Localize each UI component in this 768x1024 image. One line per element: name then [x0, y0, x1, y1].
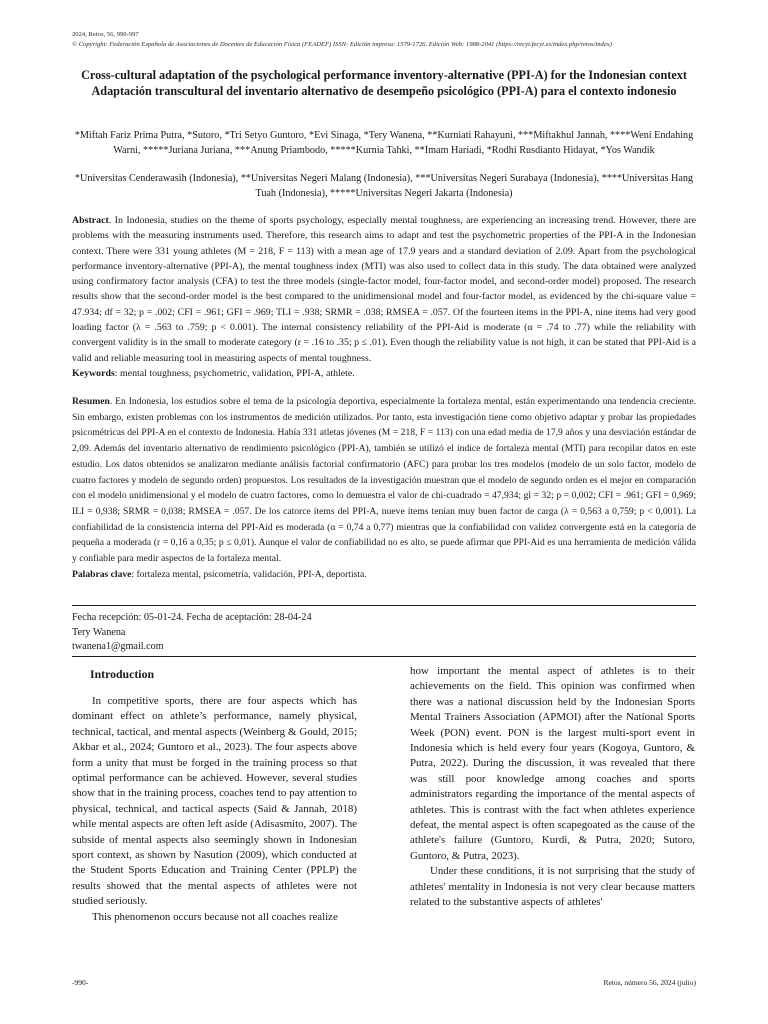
abstract-text: . In Indonesia, studies on the theme of sports psychology, especially mental toughness, are experiencing an increasing trend. However, there are problems with the measuring instruments used. Therefore, this research aims to adapt and test the psychometric properties of the PPI-A in the Indonesian context. There were 331 young athletes (M = 218, F = 113) with a mean age of 17.9 years and a standard deviation of 2.09. Apart from the psychological performance inventory-alternative (PPI-A), the mental toughness index (MTI) was also used to collect data in this study. The data obtained were analyzed using confirmatory factor analysis (CFA) to test the three models (single-factor model, four-factor model, and second-order model) proposed. The research results show that the second-order model is the best compared to the unidimensional model and four-factor model, as evidenced by the chi-square value = 47.934; df = 32; p = .002; CFI = .961; GFI = .969; TLI = .938; SRMR = .038; RMSEA = .057. Of the fourteen items in the PPI-A, nine items had very good loading factor (λ = .563 to .759; p < 0.001). The internal consistency reliability of the PPI-Aid is moderate (α = .74 to .77) while the reliability with convergent validity is in the small to moderate category (r = .16 to .35; p ≤ .01). Even though the reliability value is not high, it can be stated that PPI-Aid is a valid and reliable measuring tool in measuring aspects of mental toughness. [72, 215, 696, 364]
received-accepted-dates: Fecha recepción: 05-01-24. Fecha de aceptación: 28-04-24 [72, 612, 312, 623]
divider-bottom [72, 656, 696, 657]
resumen-label: Resumen [72, 396, 110, 407]
page-number: -990- [72, 978, 89, 987]
abstract-label: Abstract [72, 215, 109, 226]
copyright-line: © Copyright: Federación Española de Asociaciones de Docentes de Educación Física (FEADEF) ISSN: Edición impresa: 1579-1726. Edición Web: 1988-2041 (https://recyt.fecyt.es/index.php/retos/index) [72, 41, 612, 48]
article-titles [72, 68, 696, 99]
keywords-english [72, 366, 696, 381]
body-column-right [410, 664, 695, 911]
paragraph: This phenomenon occurs because not all coaches realize [92, 910, 338, 923]
author-list: *Miftah Fariz Prima Putra, *Sutoro, *Tri Setyo Guntoro, *Evi Sinaga, *Tery Wanena, **Kurniati Rahayuni, ***Miftakhul Jannah, ****Weni Endahing Warni, *****Juriana Juriana, ***Anung Priambodo, *****Kurnia Tahki, **Imam Hariadi, *Rodhi Rusdianto Hidayat, *Yos Wandik [74, 130, 694, 157]
keywords-text: : mental toughness, psychometric, validation, PPI-A, athlete. [114, 367, 355, 379]
section-heading-introduction: Introduction [90, 667, 155, 681]
paragraph: In competitive sports, there are four aspects which has dominant effect on athlete’s performance, namely physical, technical, tactical, and mental aspects (Weinberg & Gould, 2015; Akbar et al., 2024; Guntoro et al., 2023). The four aspects above form a unity that must be forged in the training process so that optimal performance can be achieved. However, several studies show that in the training process, coaches tend to pay attention to physical, technical, and tactical aspects (Said & Jannah, 2018) while mental aspects are often left aside (Adisasmito, 2007). The subside of mental aspects also seemingly shown in Indonesian sport context, as shown by Nasution (2009), which conducted at the Student Sports Education and Training Center (PPLP) the results showed that the mental aspects of athletes were not studied seriously. [72, 695, 357, 908]
keywords-label: Keywords [72, 367, 115, 379]
paragraph: Under these conditions, it is not surprising that the study of athletes' mentality in Indonesia is not very clear because matters related to the substantive aspects of athletes' [410, 865, 695, 909]
body-column-left [72, 664, 357, 925]
affiliations: *Universitas Cenderawasih (Indonesia), **Universitas Negeri Malang (Indonesia), ***Universitas Negeri Surabaya (Indonesia), ****Universitas Hang Tuah (Indonesia), *****Universitas Negeri Jakarta (Indonesia) [74, 173, 694, 199]
issue-line: 2024, Retos, 56, 990-997 [72, 31, 139, 38]
abstract-english [72, 213, 696, 381]
paragraph: how important the mental aspect of athletes is to their achievements on the field. This opinion was confirmed when there was a national discussion held by the Indonesian Sports Mental Trainers Association (APMOI) after the National Sports Week (PON) event. PON is the largest multi-sport event in Indonesia which is held every four years (Kogoya, Guntoro, & Putra, 2022). During the discussion, it was revealed that there was still poor knowledge among coaches and sports administrators regarding the importance of the mental aspects of athletes. This is contrast with the fact when athletes experience defeat, the mental aspect is often scapegoated as the cause of the athlete's failure (Guntoro, Kurdi, & Putra, 2020; Sutoro, Guntoro, & Putra, 2023). [410, 665, 695, 862]
palabras-clave-label: Palabras clave [72, 568, 132, 580]
title-spanish: Adaptación transcultural del inventario alternativo de desempeño psicológico (PPI-A) para el contexto indonesio [91, 83, 677, 98]
abstract-spanish [72, 394, 696, 582]
keywords-spanish [72, 567, 696, 583]
title-english: Cross-cultural adaptation of the psychological performance inventory-alternative (PPI-A) for the Indonesian context [81, 68, 687, 82]
divider-top [72, 605, 696, 606]
palabras-clave-text: : fortaleza mental, psicometría, validación, PPI-A, deportista. [131, 568, 367, 580]
resumen-text: . En Indonesia, los estudios sobre el tema de la psicología deportiva, especialmente la fortaleza mental, están experimentando una tendencia creciente. Sin embargo, existen problemas con los instrumentos de medición utilizados. Por tanto, esta investigación tiene como objetivo adaptar y probar las propiedades psicométricas del PPI-A en el contexto de Indonesia. Había 331 atletas jóvenes (M = 218, F = 113) con una edad media de 17,9 años y una desviación estándar de 2,09. Además del inventario alternativo de rendimiento psicológico (PPI-A), también se utilizó el índice de fortaleza mental (MTI) para recopilar datos en este estudio. Los datos obtenidos se analizaron mediante análisis factorial confirmatorio (AFC) para probar los tres modelos (modelo de un solo factor, modelo de cuatro factores y modelo de segundo orden) propuestos. Los resultados de la investigación muestran que el modelo de segundo orden es el mejor en comparación con el modelo unidimensional y el modelo de cuatro factores, como lo demuestra el valor de chi-cuadrado = 47,934; gl = 32; p = 0,002; CFI = .961; GFI = 0,969; ILI = 0,938; SRMR = 0,038; RMSEA = .057. De los catorce ítems del PPI-A, nueve ítems tenían muy buen factor de carga (λ = 0,563 a 0,759; p < 0,001). La confiabilidad de la consistencia interna del PPI-Aid es moderada (α = 0,74 a 0,77) mientras que la confiabilidad con validez convergente está en la categoría de pequeña a moderada (r = 0,16 a 0,35; p ≤ 0,01). Aunque el valor de confiabilidad no es alto, se puede afirmar que PPI-Aid es una herramienta de medición válida y confiable para medir aspectos de la fortaleza mental. [72, 396, 696, 565]
article-meta [72, 611, 312, 655]
corresponding-author: Tery Wanena [72, 626, 126, 638]
journal-header [72, 30, 712, 50]
journal-footer: Retos, número 56, 2024 (julio) [603, 978, 696, 987]
author-email: twanena1@gmail.com [72, 641, 164, 652]
